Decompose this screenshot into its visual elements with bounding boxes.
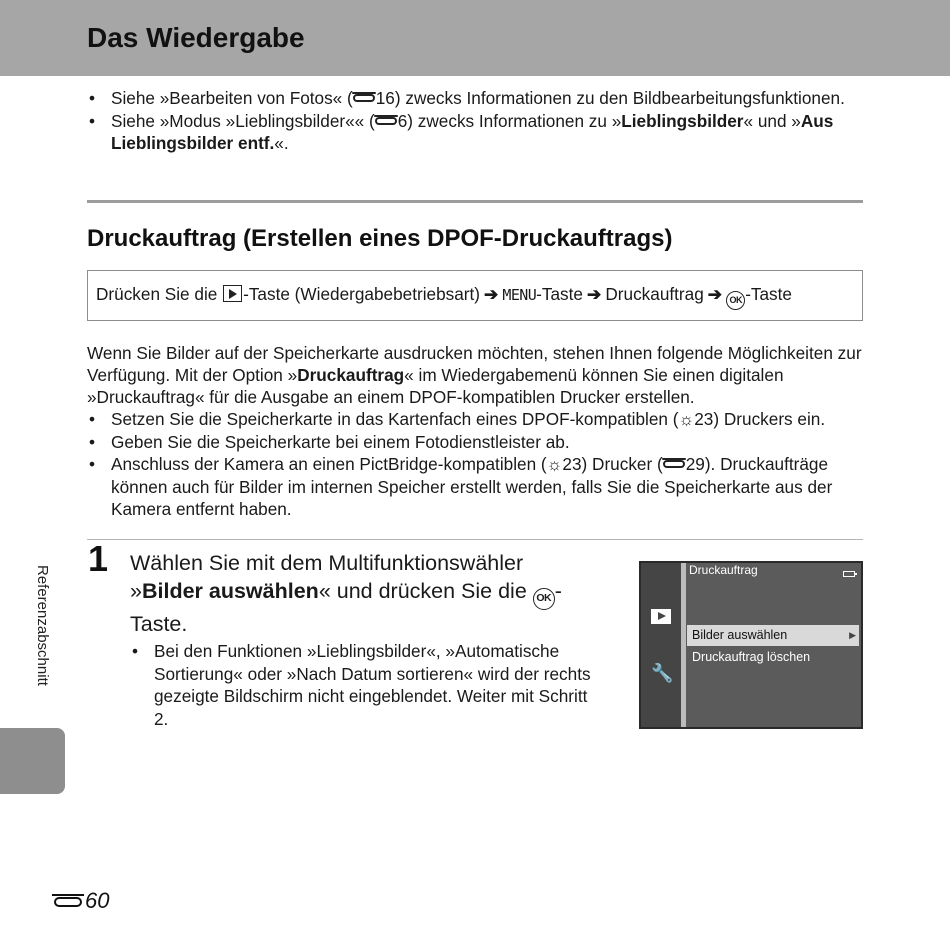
reference-section-icon (353, 94, 375, 102)
nav-text: -Taste (536, 284, 583, 304)
bullet-text: Geben Sie die Speicherkarte bei einem Fotodienstleister ab. (111, 431, 570, 452)
step-divider (87, 539, 863, 540)
camera-menu-item-delete-order[interactable] (687, 647, 859, 668)
page-reference[interactable]: 23 (694, 409, 714, 429)
bullet-text: Siehe »Bearbeiten von Fotos« ( (111, 88, 353, 108)
camera-menu-item-label: Bilder auswählen (692, 628, 788, 642)
reference-section-icon (375, 117, 397, 125)
sidebar-section-label (28, 565, 68, 715)
list-item: • Bei den Funktionen »Lieblingsbilder«, »Automatische Sortierung« oder »Nach Datum sortieren« wird der rechts gezeigte Bildschirm nicht eingeblendet. Weiter mit Schritt 2. (130, 640, 600, 730)
page-title: Das Wiedergabe (87, 22, 305, 53)
page-reference[interactable]: 6 (397, 110, 408, 131)
camera-screen (639, 561, 863, 729)
nav-menu-item: Druckauftrag (605, 284, 704, 304)
arrow-right-icon: ➔ (707, 284, 723, 304)
sidebar-section-tab (0, 728, 65, 794)
page-reference[interactable]: 16 (375, 88, 395, 108)
camera-tab-divider (681, 563, 686, 727)
section-title: Druckauftrag (Erstellen eines DPOF-Druckauftrags) (87, 225, 673, 252)
paragraph-text: Wenn Sie Bilder auf der Speicherkarte ausdrucken möchten, stehen Ihnen folgende Möglichkeiten zur Verfügung. Mit der Option » (87, 343, 862, 385)
bullet-text: ) zwecks Informationen zu den Bildbearbeitungsfunktionen. (394, 88, 845, 108)
page-reference[interactable]: 23 (562, 454, 582, 474)
sidebar-label-text: Referenzabschnitt (34, 565, 51, 686)
bullet-text: «. (274, 133, 289, 153)
bullet-text: ) zwecks Informationen zu » (407, 110, 622, 131)
option-bullet-list (87, 408, 867, 521)
chevron-right-icon: ▶ (849, 630, 856, 640)
page-reference[interactable]: 29 (685, 454, 705, 474)
ok-button-icon: OK (533, 588, 555, 610)
section-divider (87, 200, 863, 203)
reference-section-icon (54, 897, 82, 907)
paragraph-text: « im Wiedergabemenü können Sie einen digitalen »Druckauftrag« für die Ausgabe an einem DPOF-kompatiblen Drucker erstellen. (87, 365, 784, 407)
bullet-text: « und » (743, 110, 801, 131)
bullet-text: Anschluss der Kamera an einen PictBridge-kompatiblen ( (111, 454, 547, 474)
list-item (87, 431, 867, 454)
list-item (87, 453, 867, 521)
nav-text: Drücken Sie die (96, 284, 223, 304)
intro-paragraph (87, 342, 863, 408)
top-bullet-list (87, 87, 867, 155)
bullet-text: Setzen Sie die Speicherkarte in das Kartenfach eines DPOF-kompatiblen ( (111, 409, 679, 429)
camera-menu-title: Druckauftrag (689, 563, 758, 577)
step-note-list (130, 640, 600, 730)
technical-notes-icon: ☼ (546, 454, 563, 474)
nav-text: -Taste (Wiedergabebetriebsart) (243, 284, 481, 304)
camera-menu-item-select-images[interactable] (687, 625, 859, 646)
bullet-text: Siehe »Modus »Lieblingsbilder«« ( (111, 110, 375, 131)
bold-term: Druckauftrag (297, 365, 405, 385)
list-item (87, 408, 867, 431)
camera-tab-column (641, 563, 681, 727)
bold-term: Bilder auswählen (141, 579, 319, 603)
menu-button-label: MENU (502, 286, 537, 304)
list-item (87, 110, 867, 155)
navigation-path-box (87, 270, 863, 321)
bullet-text: ) Druckers ein. (713, 409, 826, 429)
page-number-value: 60 (85, 888, 110, 913)
playback-tab-icon[interactable] (651, 609, 671, 624)
bold-term: Aus Lieblingsbilder entf. (111, 110, 834, 153)
bullet-text: ) Drucker ( (581, 454, 663, 474)
reference-section-icon (663, 460, 685, 468)
step-text: Wählen Sie mit dem Multifunktionswähler » (130, 551, 524, 603)
nav-text: -Taste (745, 284, 792, 304)
bullet-text: ). Druckaufträge können auch für Bilder im internen Speicher erstellt werden, falls Sie die Speicherkarte aus der Kamera entfernt haben. (111, 454, 833, 519)
list-item (87, 87, 867, 110)
technical-notes-icon: ☼ (678, 409, 695, 429)
step-text: « und drücken Sie die (318, 579, 533, 603)
battery-icon (843, 571, 855, 577)
bold-term: Lieblingsbilder (621, 110, 744, 131)
camera-menu-item-label: Druckauftrag löschen (692, 650, 811, 664)
playback-button-icon (223, 285, 242, 302)
page-number (54, 888, 109, 914)
arrow-right-icon: ➔ (586, 284, 602, 304)
setup-wrench-icon[interactable]: 🔧 (651, 663, 674, 683)
ok-button-icon: OK (726, 291, 745, 310)
step-text: -Taste. (130, 579, 562, 636)
arrow-right-icon: ➔ (484, 284, 499, 304)
step-instruction (130, 549, 600, 638)
step-number: 1 (88, 538, 109, 579)
